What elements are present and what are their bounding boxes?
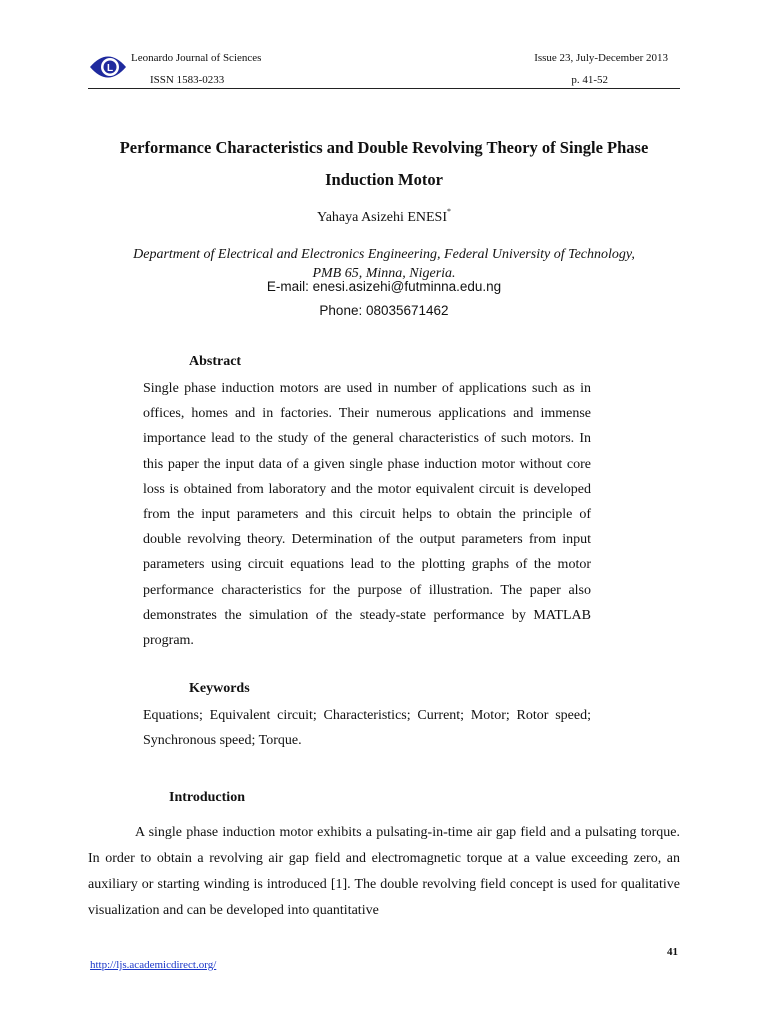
- journal-name: Leonardo Journal of Sciences: [131, 52, 262, 64]
- issue-info: Issue 23, July-December 2013: [534, 52, 668, 64]
- header-divider: [88, 88, 680, 89]
- page-number: 41: [667, 946, 678, 958]
- author-phone: Phone: 08035671462: [319, 303, 449, 318]
- issn: ISSN 1583-0233: [150, 74, 225, 86]
- abstract-heading: Abstract: [189, 354, 242, 369]
- keywords-heading: Keywords: [189, 681, 250, 696]
- affiliation-line-1: Department of Electrical and Electronics Engineering, Federal University of Technology,: [133, 247, 635, 262]
- keywords-text: Equations; Equivalent circuit; Characteristics; Current; Motor; Rotor speed; Synchronous speed; Torque.: [143, 708, 591, 749]
- paper-title: Performance Characteristics and Double Revolving Theory of Single Phase Induction Motor: [119, 138, 649, 189]
- author-name: Yahaya Asizehi ENESI: [316, 210, 447, 225]
- svg-text:L: L: [106, 63, 114, 74]
- abstract-text: Single phase induction motors are used in number of applications such as in offices, homes and in factories. Their numerous applications and immense importance lead to the study of the general characteristics of such motors. In this paper the input data of a given single phase induction motor without core loss is obtained from laboratory and the motor equivalent circuit is developed from the input parameters and this circuit helps to obtain the principle of double revolving theory. Determination of the output parameters from input parameters using circuit equations lead to the plotting graphs of the motor performance characteristics for the purpose of illustration. The paper also demonstrates the simulation of the steady-state performance by MATLAB program.: [143, 381, 591, 649]
- introduction-text: A single phase induction motor exhibits a pulsating-in-time air gap field and a pulsating torque. In order to obtain a revolving air gap field and electromagnetic torque at a value exceeding zero, an auxiliary or starting winding is introduced [1]. The double revolving field concept is used for qualitative visualization and can be developed into quantitative: [88, 825, 680, 918]
- introduction-heading: Introduction: [169, 790, 245, 805]
- journal-url-link[interactable]: http://ljs.academicdirect.org/: [90, 959, 217, 971]
- page-range: p. 41-52: [571, 74, 608, 86]
- author: [88, 207, 680, 226]
- author-email: E-mail: enesi.asizehi@futminna.edu.ng: [266, 279, 502, 294]
- ljs-logo-icon: [88, 50, 128, 84]
- affiliation: [88, 245, 680, 283]
- author-footnote-mark: *: [447, 207, 451, 216]
- affiliation-line-2: PMB 65, Minna, Nigeria.: [312, 266, 456, 281]
